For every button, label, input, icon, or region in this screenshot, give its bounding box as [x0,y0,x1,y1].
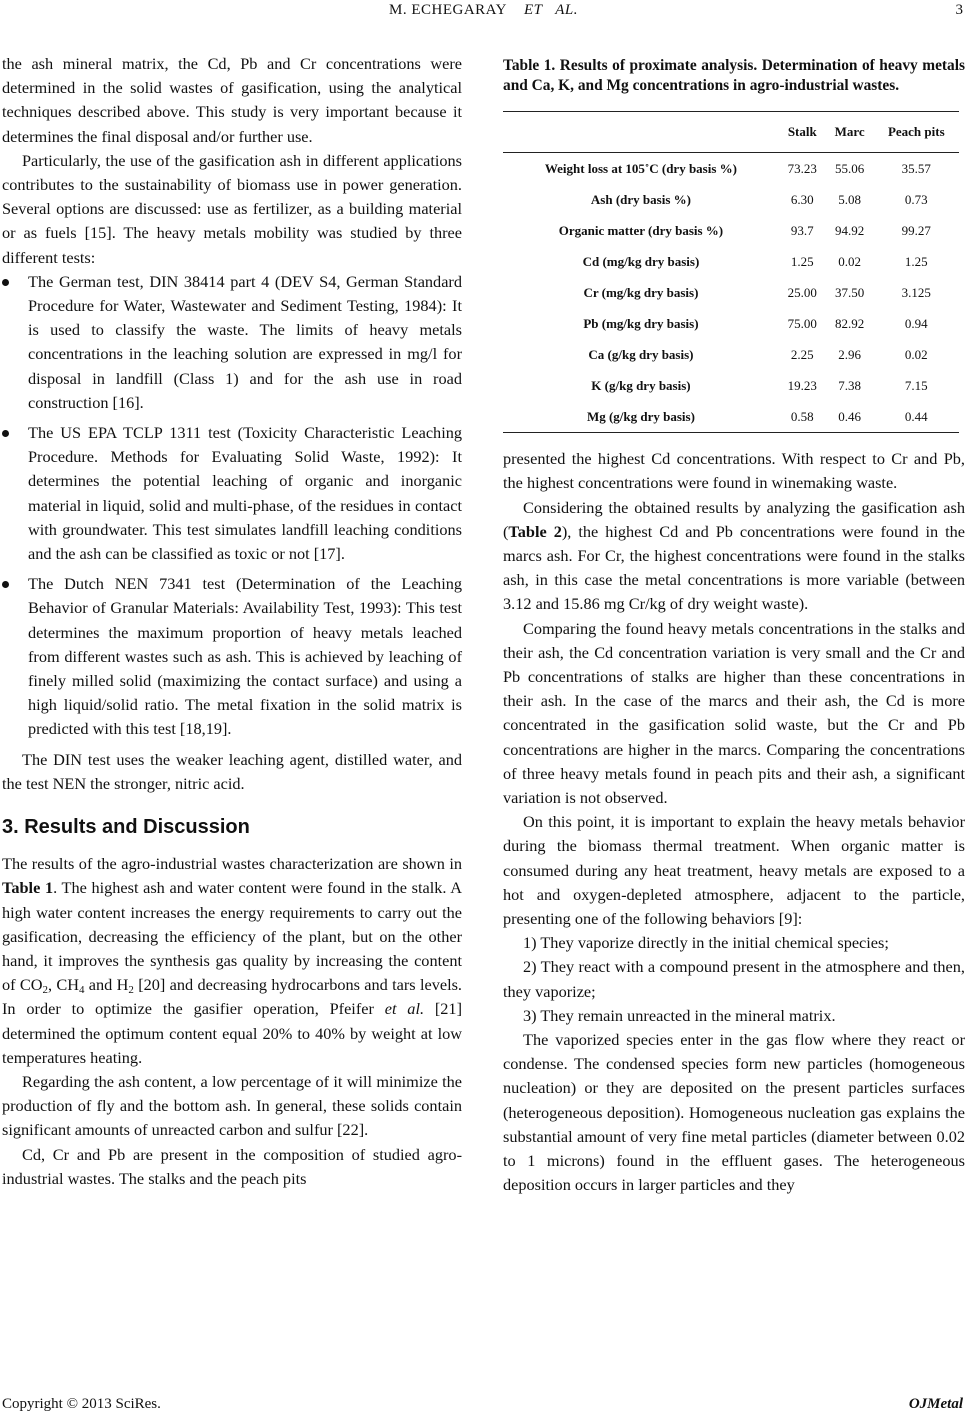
table-cell: 2.25 [790,346,814,362]
table-header-row [503,112,959,153]
bullet-icon [2,581,9,588]
list-item [2,421,462,566]
behavior-item: 3) They remain unreacted in the mineral matrix. [523,1005,836,1025]
column-header: Peach pits [874,112,959,153]
table-cell: 1.25 [790,253,814,269]
table-cell: 37.50 [835,284,865,300]
table-cell: 0.44 [874,401,959,433]
column-header [503,112,779,153]
table-row [503,401,959,433]
table-cell: 75.00 [787,315,817,331]
journal-name: OJMetal [908,1396,963,1412]
subscript: 2 [128,984,134,997]
table-cell: 25.00 [787,284,817,300]
text-run: ), the highest Cd and Pb concentrations were found in the marcs ash. For Cr, the highest concentrations were found in the stalks ash, in this case the metal concentrations is more variable (between 3.12 and 15.86 mg Cr/kg of dry weight waste). [503,521,965,614]
list-item [2,270,462,415]
text-run: [21] determined the optimum content equal 20% to 40% by weight at low temperatures heating. [2,999,462,1067]
et-al: et al. [384,999,425,1019]
row-label: Mg (g/kg dry basis) [503,401,779,433]
table-cell: 0.46 [826,401,874,433]
list-item-text: The German test, DIN 38414 part 4 (DEV S4, German Standard Procedure for Water, Wastewater and Sediment Testing, 1984): It is used to classify the waste. The limits of heavy metals concentrations in the leaching solution are expressed in mg/l for disposal in landfill (Class 1) and for the ash use in road construction [16]. [28,271,462,412]
paragraph: the ash mineral matrix, the Cd, Pb and Cr concentrations were determined in the solid wastes of gasification, using the analytical techniques described above. This study is very important because it determines the final disposal and/or further use. [2,54,462,146]
row-label: Weight loss at 105˚C (dry basis %) [544,160,737,176]
table-row [503,153,959,185]
table-cell: 19.23 [787,377,817,393]
table-cell: 35.57 [901,160,931,176]
list-item-text: The Dutch NEN 7341 test (Determination of the Leaching Behavior of Granular Materials: Availability Test, 1993): This test determines the maximum proportion of heavy metals leached from different wastes such as ash. This is achieved by leaching of finely milled solid (maximizing the contact surface) and using a high liquid/solid ratio. The metal fixation in the solid matrix is predicted with this test [18,19]. [28,574,462,739]
row-label: Organic matter (dry basis %) [558,222,724,238]
row-label: Ca (g/kg dry basis) [588,346,694,362]
table-cell: 3.125 [901,284,931,300]
running-head-al: AL. [555,2,578,18]
running-head [0,2,967,19]
table-cell: 0.58 [779,401,826,433]
table-cell: 0.73 [904,191,928,207]
behavior-item: 1) They vaporize directly in the initial chemical species; [523,933,889,953]
paragraph: The DIN test uses the weaker leaching agent, distilled water, and the test NEN the stronger, nitric acid. [2,749,462,793]
table-cell: 73.23 [787,160,817,176]
table-cell: 94.92 [835,222,865,238]
running-head-authors: M. ECHEGARAY [389,2,507,18]
table-row [503,215,959,246]
table-reference-link[interactable]: Table 2 [508,521,562,541]
table-row [503,370,959,401]
page-header [0,0,967,26]
paragraph: Regarding the ash content, a low percentage of it will minimize the production of fly and the bottom ash. In general, these solids contain significant amounts of unreacted carbon and sulfur [22]. [2,1071,462,1140]
row-label: Cd (mg/kg dry basis) [582,253,700,269]
text-run: , CH [48,975,79,995]
text-run: [20] and decreasing hydrocarbons and tars levels. In order to optimize the gasifier operation, Pfeifer [2,975,462,1019]
paragraph: Particularly, the use of the gasification ash in different applications contributes to the sustainability of biomass use in power generation. Several options are discussed: use as fertilizer, as a building material or as fuels [15]. The heavy metals mobility was studied by three different tests: [2,150,462,267]
table-row [503,246,959,277]
table-cell: 1.25 [904,253,928,269]
running-head-et: ET [523,2,543,18]
behavior-item: 2) They react with a compound present in the atmosphere and then, they vaporize; [503,957,965,1001]
bullet-icon [2,430,9,437]
subscript: 2 [42,984,48,997]
table-cell: 0.02 [838,253,861,269]
list-item-text: The US EPA TCLP 1311 test (Toxicity Characteristic Leaching Procedure. Methods for Evaluating Solid Waste, 1992): It determines the potential leaching of organic and inorganic material in liquid, solid and multi-phase, of the residues in contact with groundwater. This test simulates landfill leaching conditions and the ash can be classified as toxic or not [17]. [28,423,462,564]
paragraph: presented the highest Cd concentrations. With respect to Cr and Pb, the highest concentrations were found in winemaking waste. [503,449,965,493]
row-label: K (g/kg dry basis) [591,377,691,393]
table-row [503,277,959,308]
text-run: and H [84,975,129,995]
text-run: Considering the obtained results by analyzing the gasification ash ( [503,497,965,541]
table-row [503,308,959,339]
paragraph [2,852,462,1070]
row-label: Pb (mg/kg dry basis) [583,315,699,331]
paragraph: On this point, it is important to explain the heavy metals behavior during the biomass thermal treatment. When organic matter is consumed during any heat treatment, heavy metals are exposed to a hot and oxygen-depleted atmosphere, adjacent to the particle, presenting one of the following behaviors [9]: [503,812,965,929]
table-row [503,184,959,215]
paragraph: Comparing the found heavy metals concentrations in the stalks and their ash, the Cd concentration variation is very small and the Cr and Pb concentrations of stalks are higher than these concentrations in their ash. In the case of the marcs and their ash, the Cd is more concentrated in the gasification solid waste, but the Cr and Pb concentrations are higher in the marcs. Comparing the concentrations of three heavy metals found in peach pits and their ash, a significant variation is not observed. [503,618,965,808]
test-list [2,270,462,742]
table-cell: 0.02 [904,346,928,362]
table-cell: 0.94 [904,315,928,331]
left-column [2,52,462,1191]
table-cell: 99.27 [901,222,931,238]
table-caption: Table 1. Results of proximate analysis. Determination of heavy metals and Ca, K, and Mg concentrations in agro-industrial wastes. [503,57,965,94]
results-table [503,111,959,433]
table-cell: 2.96 [838,346,861,362]
row-label: Cr (mg/kg dry basis) [583,284,699,300]
text-run: The results of the agro-industrial wastes characterization are shown in [2,854,462,874]
column-header: Marc [826,112,874,153]
subscript: 4 [79,984,85,997]
section-heading: 3. Results and Discussion [2,816,250,839]
list-item [2,572,462,741]
table-cell: 82.92 [835,315,865,331]
bullet-icon [2,279,9,286]
table-cell: 55.06 [835,160,865,176]
table-cell: 5.08 [838,191,861,207]
text-run: . The highest ash and water content were found in the stalk. A high water content increases the energy requirements to carry out the gasification, decreasing the efficiency of the plant, but on the other hand, it improves the synthesis gas quality by increasing the content of CO [2,878,462,995]
table-cell: 6.30 [790,191,814,207]
copyright-notice: Copyright © 2013 SciRes. [2,1396,161,1412]
table-cell: 7.15 [904,377,928,393]
row-label: Ash (dry basis %) [590,191,691,207]
table-reference-link[interactable]: Table 1 [2,878,54,898]
page-number: 3 [955,2,963,18]
paragraph: Cd, Cr and Pb are present in the composition of studied agro-industrial wastes. The stalks and the peach pits [2,1144,462,1188]
right-column [503,52,965,1198]
table-cell: 93.7 [790,222,814,238]
column-header: Stalk [779,112,826,153]
table-cell: 7.38 [838,377,861,393]
table-row [503,339,959,370]
paragraph [503,496,965,617]
paragraph: The vaporized species enter in the gas flow where they react or condense. The condensed species form new particles (homogeneous nucleation) or they are deposited on the present particles surfaces (heterogeneous deposition). Homogeneous nucleation gas explains the substantial amount of very fine metal particles (diameter between 0.02 to 1 microns) found in the effluent gases. The heterogeneous deposition occurs in larger particles and they [503,1030,965,1195]
